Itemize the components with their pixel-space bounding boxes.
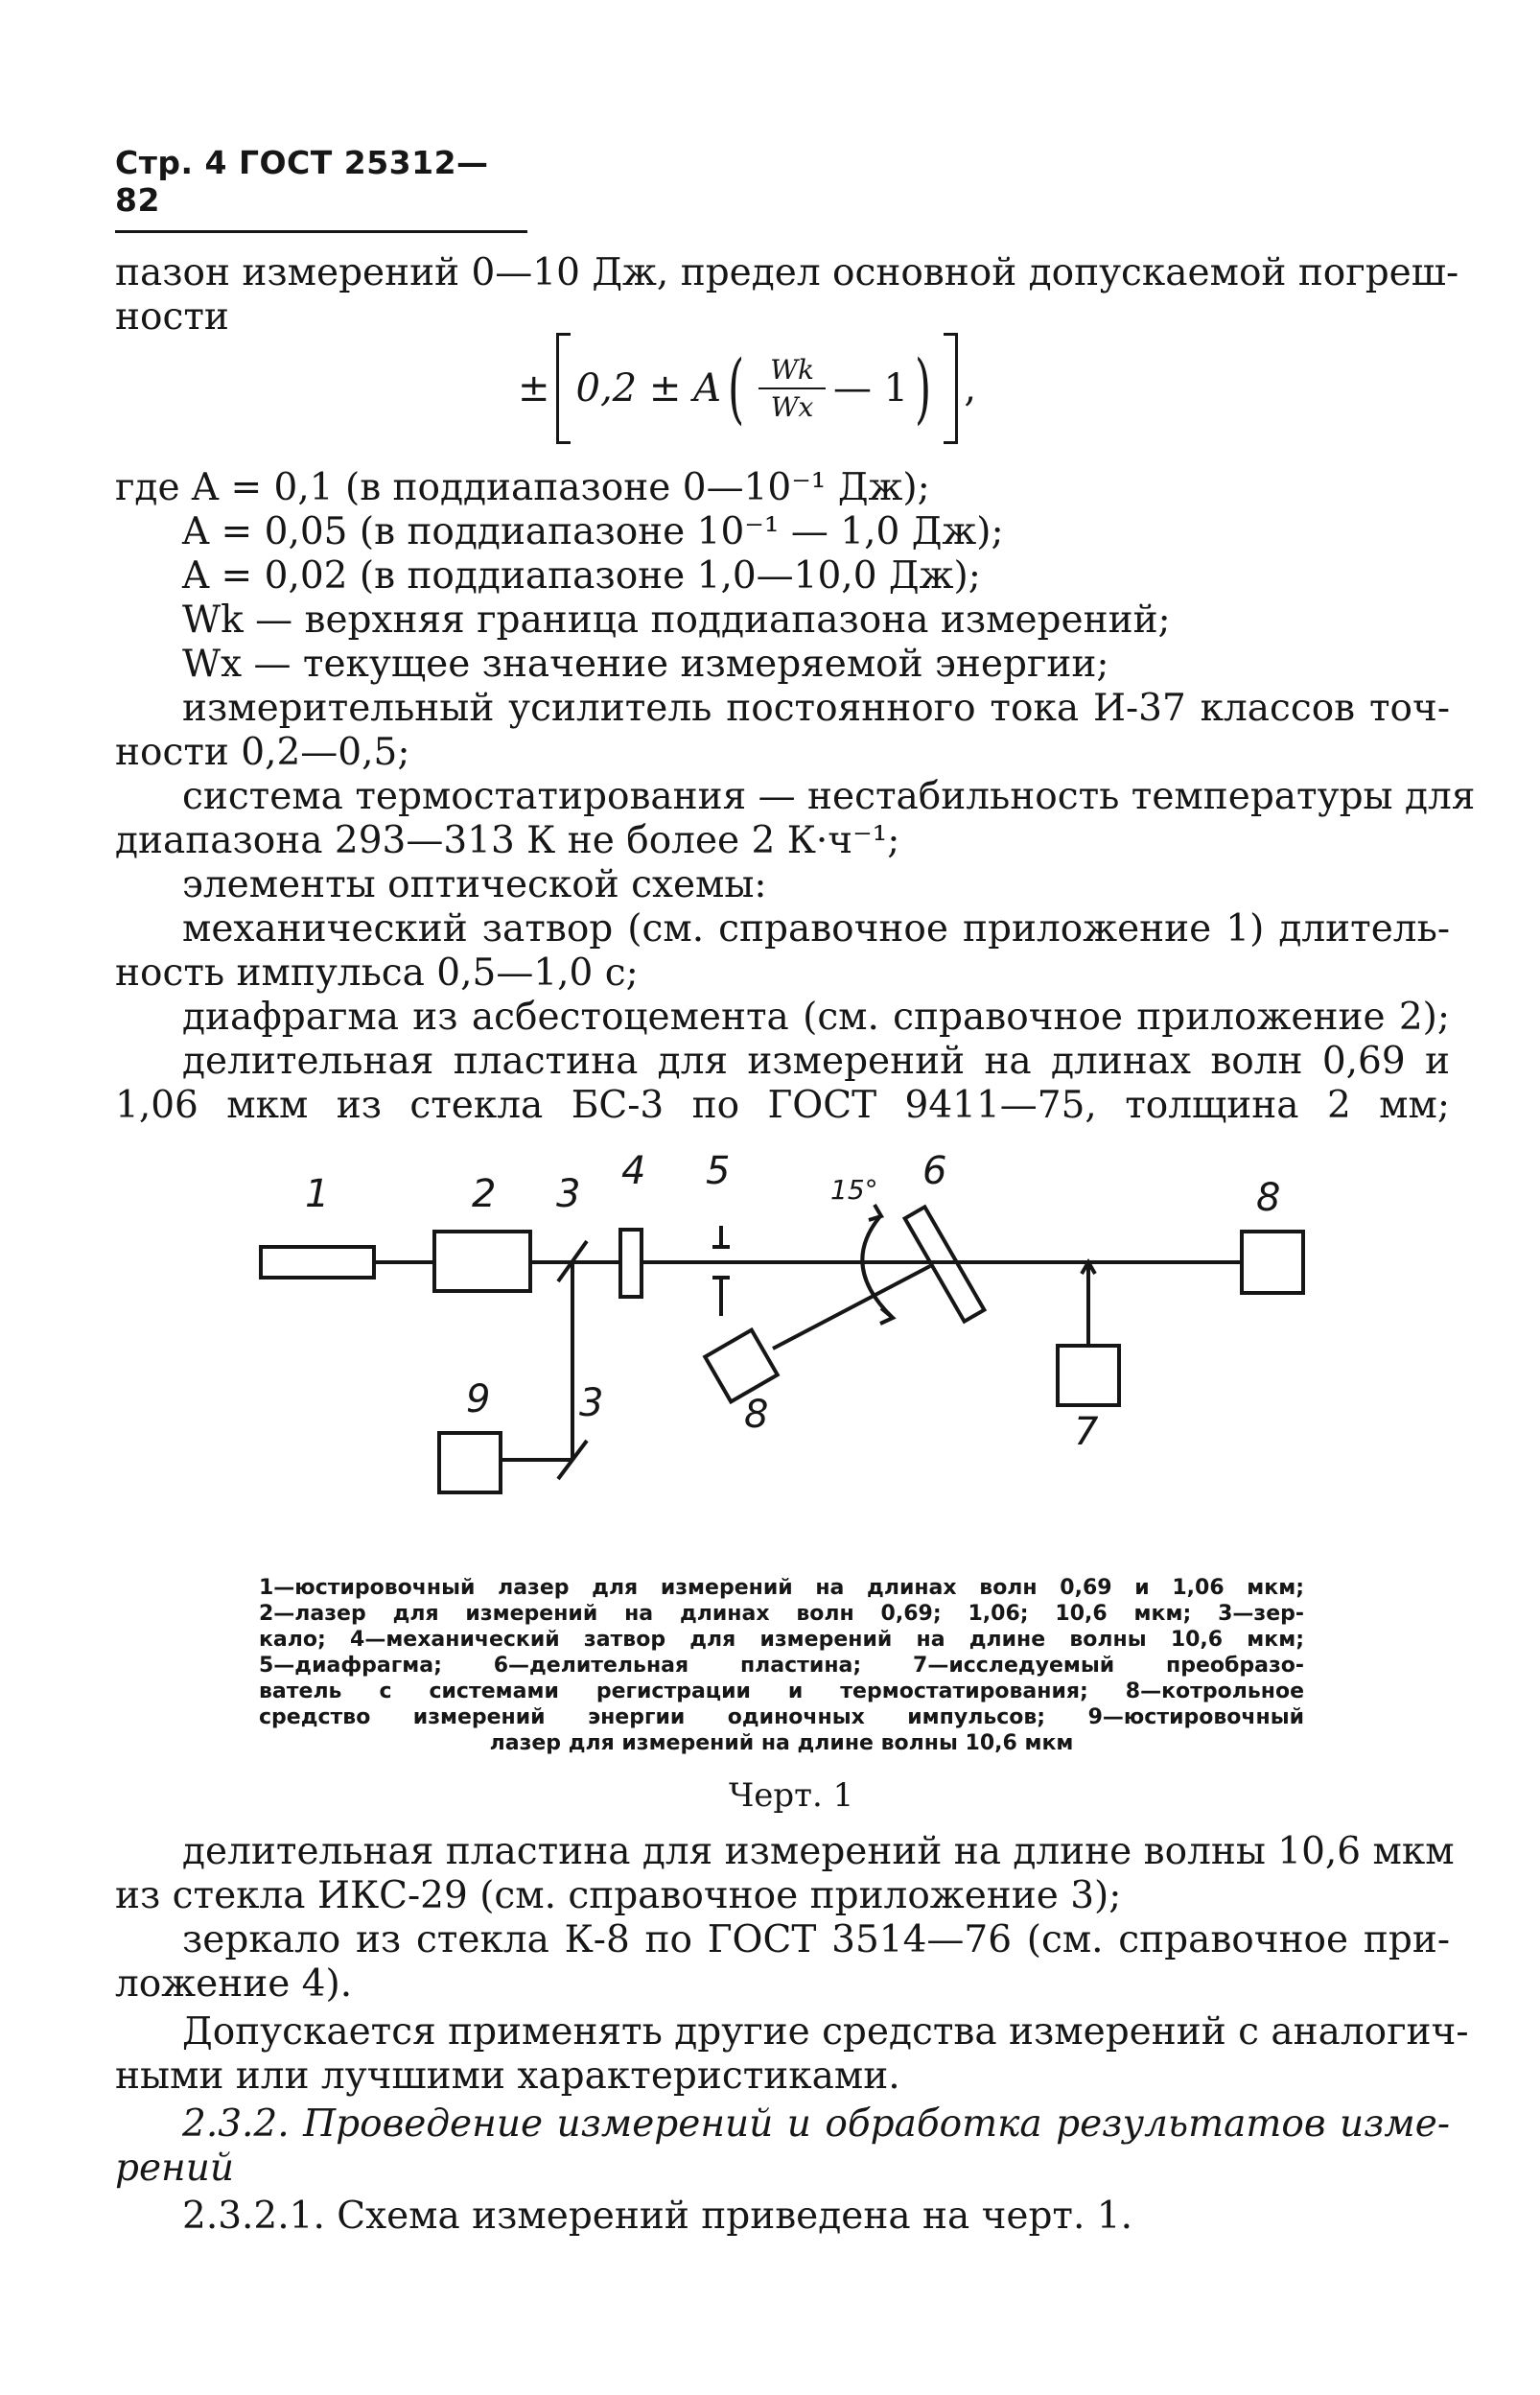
laser-2 xyxy=(434,1232,530,1291)
text-line: измерительный усилитель постоянного тока И-37 классов точ- xyxy=(182,687,1450,730)
arc-arrow xyxy=(869,1205,881,1220)
figure-title: Черт. 1 xyxy=(729,1776,854,1815)
label-4: 4 xyxy=(621,1149,646,1193)
label-angle: 15° xyxy=(830,1174,878,1206)
label-1: 1 xyxy=(305,1172,330,1216)
text-line: Допускается применять другие средства измерений с аналогич- xyxy=(182,2010,1469,2054)
label-5: 5 xyxy=(706,1149,731,1193)
text-line: диапазона 293—313 К не более 2 К·ч⁻¹; xyxy=(115,819,900,862)
text-line: делительная пластина для измерений на длине волны 10,6 мкм xyxy=(182,1830,1455,1873)
formula-comma: , xyxy=(964,366,977,411)
fraction-denominator: Wx xyxy=(770,391,814,423)
label-6: 6 xyxy=(922,1149,947,1193)
shutter-4 xyxy=(620,1230,642,1297)
converter-7 xyxy=(1058,1346,1119,1405)
definition-line: Wk — верхняя граница поддиапазона измерений; xyxy=(182,599,1171,642)
control-meter-8 xyxy=(1242,1232,1303,1293)
laser-9 xyxy=(439,1433,501,1492)
left-paren: ( xyxy=(727,343,745,433)
section-heading: 2.3.2. Проведение измерений и обработка результатов изме- xyxy=(182,2102,1450,2146)
text-line: ность импульса 0,5—1,0 с; xyxy=(115,951,639,995)
caption-line: лазер для измерений на длине волны 10,6 мкм xyxy=(489,1731,1074,1755)
formula-plus-minus: ± xyxy=(518,366,550,411)
label-3b: 3 xyxy=(579,1381,604,1425)
text-line: зеркало из стекла К-8 по ГОСТ 3514—76 (см. справочное при- xyxy=(182,1918,1450,1961)
text-line: ложение 4). xyxy=(115,1962,353,2006)
definition-line: Wx — текущее значение измеряемой энергии; xyxy=(182,643,1109,686)
fraction-numerator: Wk xyxy=(758,354,826,389)
definition-line: A = 0,02 (в поддиапазоне 1,0—10,0 Дж); xyxy=(182,554,981,598)
angle-arc xyxy=(862,1216,893,1318)
label-8b: 8 xyxy=(744,1393,769,1437)
definition-line: A = 0,05 (в поддиапазоне 10⁻¹ — 1,0 Дж); xyxy=(182,510,1004,553)
arc-arrow xyxy=(880,1308,893,1324)
formula-minus-one: — 1 xyxy=(832,366,909,411)
text-line: система термостатирования — нестабильность температуры для xyxy=(182,775,1476,818)
text-line: ности 0,2—0,5; xyxy=(115,731,410,774)
text-line: делительная пластина для измерений на длинах волн 0,69 и xyxy=(182,1040,1450,1083)
text-line: пазон измерений 0—10 Дж, предел основной допускаемой погреш- xyxy=(115,251,1459,294)
text-line: 1,06 мкм из стекла БС-3 по ГОСТ 9411—75, толщина 2 мм; xyxy=(115,1084,1450,1127)
text-line: 2.3.2.1. Схема измерений приведена на черт. 1. xyxy=(182,2195,1133,2238)
label-7: 7 xyxy=(1074,1410,1099,1454)
caption-line: 2—лазер для измерений на длинах волн 0,69; 1,06; 10,6 мкм; 3—зер- xyxy=(259,1602,1304,1626)
text-line: диафрагма из асбестоцемента (см. справочное приложение 2); xyxy=(182,996,1450,1039)
caption-line: 1—юстировочный лазер для измерений на длинах волн 0,69 и 1,06 мкм; xyxy=(259,1576,1304,1600)
text-line: механический затвор (см. справочное приложение 1) длитель- xyxy=(182,907,1450,951)
definition-line: где A = 0,1 (в поддиапазоне 0—10⁻¹ Дж); xyxy=(115,466,930,509)
text-line: ности xyxy=(115,295,229,339)
caption-line: средство измерений энергии одиночных импульсов; 9—юстировочный xyxy=(259,1705,1304,1729)
right-paren: ) xyxy=(915,343,932,433)
section-heading-cont: рений xyxy=(115,2147,234,2190)
text-line: элементы оптической схемы: xyxy=(182,863,767,906)
label-2: 2 xyxy=(472,1172,497,1216)
label-8a: 8 xyxy=(1256,1176,1281,1220)
label-3a: 3 xyxy=(556,1172,581,1216)
caption-line: кало; 4—механический затвор для измерений на длине волны 10,6 мкм; xyxy=(259,1628,1304,1652)
control-meter-8b xyxy=(705,1330,777,1402)
figure-caption xyxy=(259,1575,1304,1756)
formula-left: 0,2 ± A xyxy=(575,366,721,411)
text-line: ными или лучшими характеристиками. xyxy=(115,2055,900,2098)
label-9: 9 xyxy=(466,1377,491,1421)
text-line: из стекла ИКС-29 (см. справочное приложение 3); xyxy=(115,1874,1122,1917)
caption-line: 5—диафрагма; 6—делительная пластина; 7—исследуемый преобразо- xyxy=(259,1654,1304,1678)
reflected-beam xyxy=(773,1266,930,1349)
laser-1 xyxy=(261,1247,374,1278)
caption-line: ватель с системами регистрации и термостатирования; 8—котрольное xyxy=(259,1679,1304,1703)
page-header: Стр. 4 ГОСТ 25312—82 xyxy=(115,144,527,233)
